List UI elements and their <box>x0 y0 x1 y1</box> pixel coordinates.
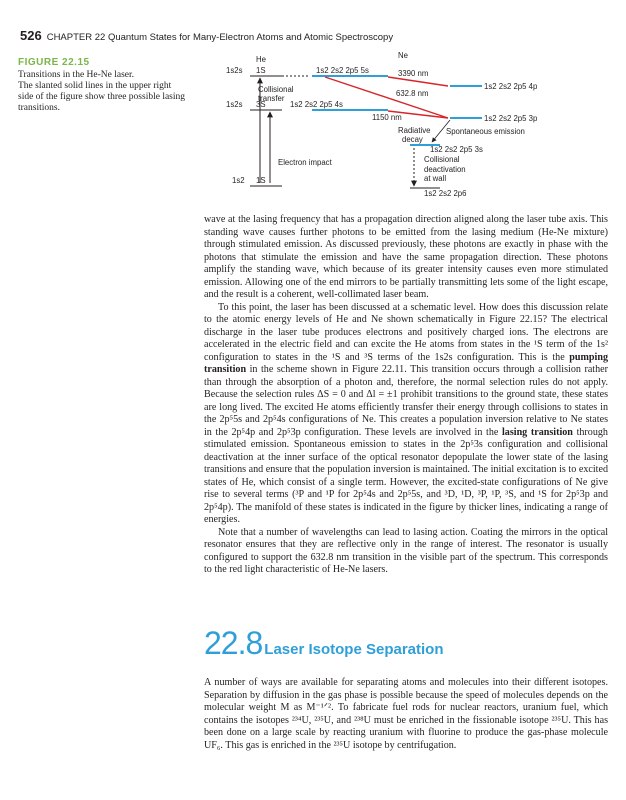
he-title: He <box>256 55 266 64</box>
he-1S-label: 1S <box>256 66 266 75</box>
ne-4p-label: 1s2 2s2 2p5 4p <box>484 82 538 91</box>
he-ground-config: 1s2 <box>232 176 245 185</box>
term-lasing-transition: lasing transition <box>501 426 573 438</box>
figure-caption-title: Transitions in the He-Ne laser. <box>18 70 135 80</box>
spontaneous-emission-label: Spontaneous emission <box>446 127 525 136</box>
paragraph-1: wave at the lasing frequency that has a propagation direction aligned along the laser tube axis. This standing wave causes further photons to be emitted from the lasing medium (He-Ne mixture) through stimulated emission. As discussed previously, these photons are exactly in phase with the photons that stimulate the emission and have the same propagation direction. These photons amplify the standing wave, which because of its greater intensity causes even more stimulated emission. Allowing one of the end mirrors to be partially transmitting lets some of the light escape, and the result is a coherent, well-collimated laser beam. <box>204 214 608 300</box>
ne-title: Ne <box>398 51 408 60</box>
p2-part-e: through stimulated emission. Spontaneous emission to states in the 2p⁵3s configuration and collisional deactivation at the inner surface of the optical resonator depopulate the lower state of the lasing transitions and ensure that the population inversion is maintained. The initial excitation is to excited states of He, which consist of a single term. However, the excited-state configurations of Ne give rise to several terms (³P and ¹P for 2p⁵4s and 2p⁵5s, and ³D, ¹D, ³P, ¹P, ³S, and ¹S for 2p⁵3p and 2p⁵4p). The manifold of these states is indicated in the figure by thicker lines, indicating a range of energies. <box>204 426 608 525</box>
ne-4s-label: 1s2 2s2 2p5 4s <box>290 100 343 109</box>
ne-3p-label: 1s2 2s2 2p5 3p <box>484 114 538 123</box>
section-body <box>204 667 608 762</box>
he-3S-label: 3S <box>256 100 266 109</box>
coll-transfer-2: transfer <box>258 94 285 103</box>
section-heading <box>204 625 444 662</box>
ne-3s-label: 1s2 2s2 2p5 3s <box>430 145 483 154</box>
ne-ground-label: 1s2 2s2 2p6 <box>424 189 467 198</box>
radiative-decay-2: decay <box>402 135 423 144</box>
p2-part-a: To this point, the laser has been discussed at a schematic level. How does this discussion relate to the atomic energy levels of He and Ne shown schematically in Figure 22.15? The electrical discharge in the laser tube produces electrons and positively charged ions. The electrons are accelerated in the electric field and can excite the He atoms from states in the ¹S term of the 1s² configuration to states in the ¹S and ³S terms of the 1s2s configuration. This is the <box>204 301 608 363</box>
he-1s2s-a: 1s2s <box>226 66 243 75</box>
coll-transfer-1: Collisional <box>258 85 294 94</box>
wl-3390-label: 3390 nm <box>398 69 429 78</box>
figure-caption-body: The slanted solid lines in the upper right side of the figure show three possible lasing transitions. <box>18 81 186 113</box>
section-title: Laser Isotope Separation <box>264 641 444 658</box>
wl-632-label: 632.8 nm <box>396 89 429 98</box>
section-number: 22.8 <box>204 625 263 661</box>
coll-deact-1: Collisional <box>424 155 460 164</box>
he-1s2s-b: 1s2s <box>226 100 243 109</box>
chapter-title: CHAPTER 22 Quantum States for Many-Electron Atoms and Atomic Spectroscopy <box>46 32 394 43</box>
he-ne-energy-diagram <box>0 0 626 205</box>
wl-1150-label: 1150 nm <box>372 113 402 122</box>
paragraph-2 <box>204 302 608 527</box>
coll-deact-2: deactivation <box>424 165 466 174</box>
he-ground-term: 1S <box>256 176 266 185</box>
figure-label: FIGURE 22.15 <box>18 57 90 68</box>
paragraph-3: Note that a number of wavelengths can lead to lasing action. Coating the mirrors in the optical resonator ensures that they are reflective only in the range of interest. The resonator is usually configured to support the 632.8 nm transition in the visible part of the spectrum. This corresponds to the red light characteristic of He-Ne lasers. <box>204 526 608 575</box>
p2-part-c: in the scheme shown in Figure 22.11. This transition occurs through a collision rather than through the absorption of a photon and, therefore, the normal selection rules do not apply. Because the selection rules ΔS = 0 and Δl = ±1 prohibit transitions to the ground state, these states are long lived. The excited He atoms efficiently transfer their energy through collisions to states in the 2p⁵5s and 2p⁵4s configurations of Ne. This creates a population inversion relative to Ne states in the 2p⁵4p and 2p⁵3p configuration. These levels are involved in the <box>204 364 608 438</box>
laser-3390-line <box>388 77 448 86</box>
section-paragraph-1: A number of ways are available for separating atoms and molecules into their different isotopes. Separation by diffusion in the gas phase is possible because the speed of molecules depends on the molecular weight M as M⁻¹ᐟ². To fabricate fuel rods for nuclear reactors, uranium fuel, which contains the isotopes ²³⁴U, ²³⁵U, and ²³⁸U must be enriched in the fissionable isotope ²³⁵U. This has been done on a large scale by reacting uranium with fluorine to produce the gas-phase molecule UF₆. This gas is enriched in the ²³⁵U isotope by centrifugation. <box>204 677 608 751</box>
ne-5s-label: 1s2 2s2 2p5 5s <box>316 66 369 75</box>
radiative-decay-1: Radiative <box>398 126 431 135</box>
body-text <box>204 214 608 577</box>
electron-impact-label: Electron impact <box>278 158 332 167</box>
term-pumping-transition: pumping transition <box>204 351 608 375</box>
page-number: 526 <box>20 28 42 43</box>
coll-deact-3: at wall <box>424 174 447 183</box>
